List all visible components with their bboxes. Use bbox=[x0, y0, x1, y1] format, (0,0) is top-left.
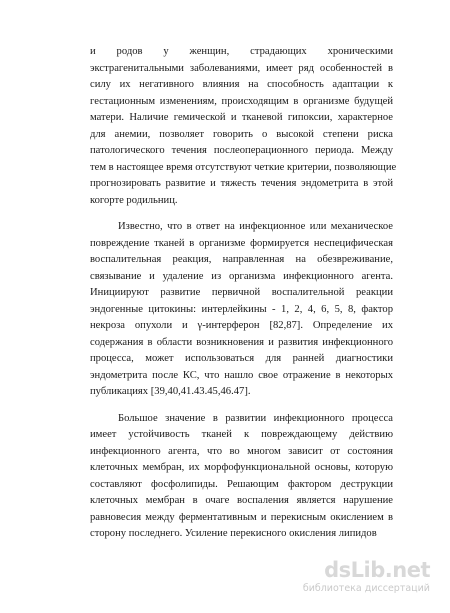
text-line: содержания в области возникновения и развития инфекционного bbox=[90, 336, 393, 348]
text-line: процесса, может использоваться для ранней диагностики bbox=[90, 353, 393, 364]
text-line: эндогенные цитокины: интерлейкины - 1, 2, 4, 6, 5, 8, фактор bbox=[90, 303, 393, 315]
text-line: тем в настоящее время отсутствуют четкие критерии, позволяющие bbox=[90, 161, 397, 173]
text-line: и родов у женщин, страдающих хроническими bbox=[90, 46, 393, 57]
text-line: воспалительная реакция, направленная на обезвреживание, bbox=[90, 254, 393, 265]
watermark bbox=[292, 559, 430, 599]
text-line: имеет устойчивость тканей к повреждающему действию bbox=[90, 429, 393, 440]
text-line: равновесия между ферментативным и перекисным окислением в bbox=[90, 511, 393, 523]
text-line: клеточных мембран в очаге воспаления является нарушение bbox=[90, 495, 393, 506]
text-line: силу их негативного влияния на способность адаптации к bbox=[90, 79, 393, 90]
text-line: Инициируют развитие первичной воспалительной реакции bbox=[90, 287, 393, 298]
text-line: патологического течения послеоперационного периода. Между bbox=[90, 145, 393, 156]
text-line: эндометрита после КС, что нашло свое отражение в некоторых bbox=[90, 369, 393, 381]
paragraph-gap bbox=[90, 401, 393, 411]
paragraph bbox=[90, 411, 393, 543]
text-line: гестационным изменениям, происходящим в организме будущей bbox=[90, 95, 393, 107]
text-line: повреждение тканей в организме формируется неспецифическая bbox=[90, 237, 393, 249]
paragraph bbox=[90, 44, 397, 209]
text-line: матери. Наличие гемической и тканевой гипоксии, характерное bbox=[90, 112, 393, 123]
text-line: Известно, что в ответ на инфекционное или механическое bbox=[118, 221, 393, 232]
text-line: сторону последнего. Усиление перекисного окисления липидов bbox=[90, 528, 377, 539]
text-line: составляют фосфолипиды. Решающим фактором деструкции bbox=[90, 478, 393, 490]
text-line: инфекционного агента, что во многом зависит от состояния bbox=[90, 445, 393, 457]
body-text bbox=[90, 44, 397, 543]
text-line: некроза опухоли и γ-интерферон [82,87]. Определение их bbox=[90, 320, 393, 331]
text-line: Большое значение в развитии инфекционного процесса bbox=[118, 412, 393, 424]
text-line: прогнозировать развитие и тяжесть течения эндометрита в этой bbox=[90, 178, 393, 189]
watermark-subtitle: библиотека диссертаций bbox=[302, 583, 430, 594]
text-line: клеточных мембран, их морфофункциональной основы, которую bbox=[90, 462, 393, 473]
text-line: для анемии, позволяет говорить о высокой степени риска bbox=[90, 128, 393, 140]
paragraph bbox=[90, 219, 393, 401]
text-line: когорте родильниц. bbox=[90, 194, 178, 206]
text-line: публикациях [39,40,41.43.45,46.47]. bbox=[90, 386, 251, 397]
text-line: связывание и удаление из организма инфекционного агента. bbox=[90, 270, 393, 282]
paragraph-gap bbox=[90, 209, 393, 219]
watermark-logo: dsLib.net bbox=[324, 558, 430, 582]
text-line: экстрагенитальными заболеваниями, имеет ряд особенностей в bbox=[90, 62, 393, 74]
